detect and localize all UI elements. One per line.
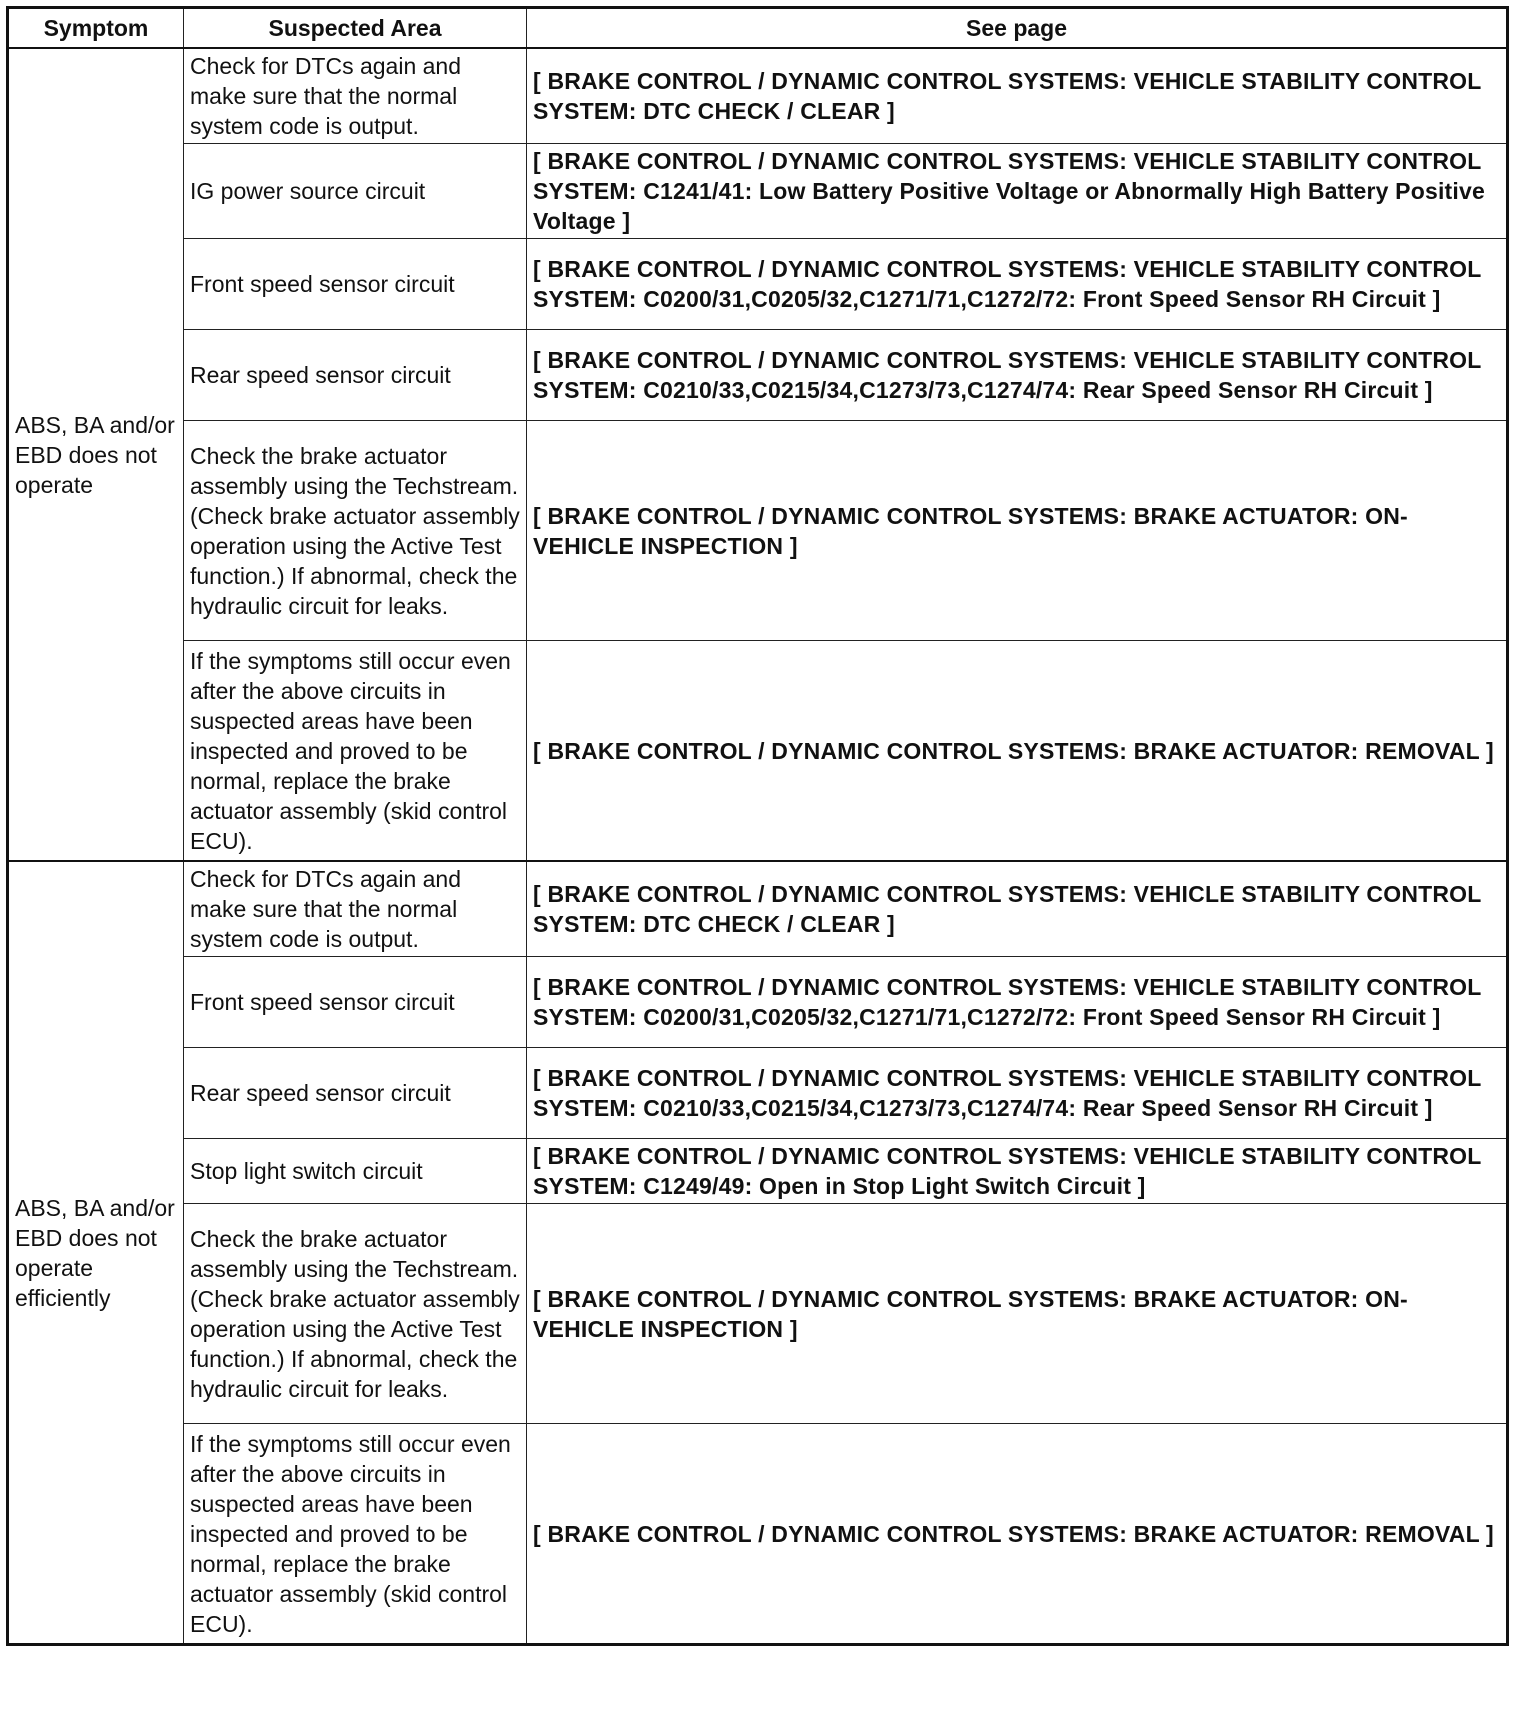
table-row [8, 641, 1508, 862]
symptom-cell: ABS, BA and/or EBD does not operate [8, 48, 184, 861]
suspected-area-cell: IG power source circuit [184, 144, 527, 239]
header-symptom: Symptom [8, 8, 184, 49]
suspected-area-cell: Check for DTCs again and make sure that the normal system code is output. [184, 861, 527, 957]
see-page-link[interactable]: [ BRAKE CONTROL / DYNAMIC CONTROL SYSTEMS: VEHICLE STABILITY CONTROL SYSTEM: C0210/33,C0215/34,C1273/73,C1274/74: Rear Speed Sensor RH Circuit ] [527, 330, 1508, 421]
table-row [8, 1204, 1508, 1424]
table-row [8, 330, 1508, 421]
see-page-link[interactable]: [ BRAKE CONTROL / DYNAMIC CONTROL SYSTEMS: VEHICLE STABILITY CONTROL SYSTEM: DTC CHECK / CLEAR ] [527, 48, 1508, 144]
see-page-link[interactable]: [ BRAKE CONTROL / DYNAMIC CONTROL SYSTEMS: BRAKE ACTUATOR: REMOVAL ] [527, 1424, 1508, 1645]
table-row [8, 421, 1508, 641]
header-suspected-area: Suspected Area [184, 8, 527, 49]
suspected-area-cell: Check the brake actuator assembly using the Techstream. (Check brake actuator assembly operation using the Active Test function.) If abnormal, check the hydraulic circuit for leaks. [184, 421, 527, 641]
header-row [8, 8, 1508, 49]
see-page-link[interactable]: [ BRAKE CONTROL / DYNAMIC CONTROL SYSTEMS: VEHICLE STABILITY CONTROL SYSTEM: C1241/41: Low Battery Positive Voltage or Abnormally High Battery Positive Voltage ] [527, 144, 1508, 239]
see-page-link[interactable]: [ BRAKE CONTROL / DYNAMIC CONTROL SYSTEMS: VEHICLE STABILITY CONTROL SYSTEM: DTC CHECK / CLEAR ] [527, 861, 1508, 957]
table-row [8, 48, 1508, 144]
header-see-page: See page [527, 8, 1508, 49]
suspected-area-cell: Stop light switch circuit [184, 1139, 527, 1204]
see-page-link[interactable]: [ BRAKE CONTROL / DYNAMIC CONTROL SYSTEMS: BRAKE ACTUATOR: ON-VEHICLE INSPECTION ] [527, 1204, 1508, 1424]
table-row [8, 1139, 1508, 1204]
suspected-area-cell: Rear speed sensor circuit [184, 330, 527, 421]
table-row [8, 239, 1508, 330]
see-page-link[interactable]: [ BRAKE CONTROL / DYNAMIC CONTROL SYSTEMS: VEHICLE STABILITY CONTROL SYSTEM: C0210/33,C0215/34,C1273/73,C1274/74: Rear Speed Sensor RH Circuit ] [527, 1048, 1508, 1139]
table-row [8, 861, 1508, 957]
suspected-area-cell: Check for DTCs again and make sure that the normal system code is output. [184, 48, 527, 144]
see-page-link[interactable]: [ BRAKE CONTROL / DYNAMIC CONTROL SYSTEMS: VEHICLE STABILITY CONTROL SYSTEM: C0200/31,C0205/32,C1271/71,C1272/72: Front Speed Sensor RH Circuit ] [527, 957, 1508, 1048]
table-row [8, 144, 1508, 239]
table-row [8, 957, 1508, 1048]
suspected-area-cell: Front speed sensor circuit [184, 957, 527, 1048]
see-page-link[interactable]: [ BRAKE CONTROL / DYNAMIC CONTROL SYSTEMS: BRAKE ACTUATOR: REMOVAL ] [527, 641, 1508, 862]
see-page-link[interactable]: [ BRAKE CONTROL / DYNAMIC CONTROL SYSTEMS: VEHICLE STABILITY CONTROL SYSTEM: C1249/49: Open in Stop Light Switch Circuit ] [527, 1139, 1508, 1204]
suspected-area-cell: Rear speed sensor circuit [184, 1048, 527, 1139]
symptom-cell: ABS, BA and/or EBD does not operate efficiently [8, 861, 184, 1645]
suspected-area-cell: If the symptoms still occur even after the above circuits in suspected areas have been inspected and proved to be normal, replace the brake actuator assembly (skid control ECU). [184, 641, 527, 862]
see-page-link[interactable]: [ BRAKE CONTROL / DYNAMIC CONTROL SYSTEMS: BRAKE ACTUATOR: ON-VEHICLE INSPECTION ] [527, 421, 1508, 641]
suspected-area-cell: Check the brake actuator assembly using the Techstream. (Check brake actuator assembly operation using the Active Test function.) If abnormal, check the hydraulic circuit for leaks. [184, 1204, 527, 1424]
see-page-link[interactable]: [ BRAKE CONTROL / DYNAMIC CONTROL SYSTEMS: VEHICLE STABILITY CONTROL SYSTEM: C0200/31,C0205/32,C1271/71,C1272/72: Front Speed Sensor RH Circuit ] [527, 239, 1508, 330]
suspected-area-cell: If the symptoms still occur even after the above circuits in suspected areas have been inspected and proved to be normal, replace the brake actuator assembly (skid control ECU). [184, 1424, 527, 1645]
table-row [8, 1048, 1508, 1139]
table-row [8, 1424, 1508, 1645]
symptom-table [6, 6, 1509, 1646]
suspected-area-cell: Front speed sensor circuit [184, 239, 527, 330]
